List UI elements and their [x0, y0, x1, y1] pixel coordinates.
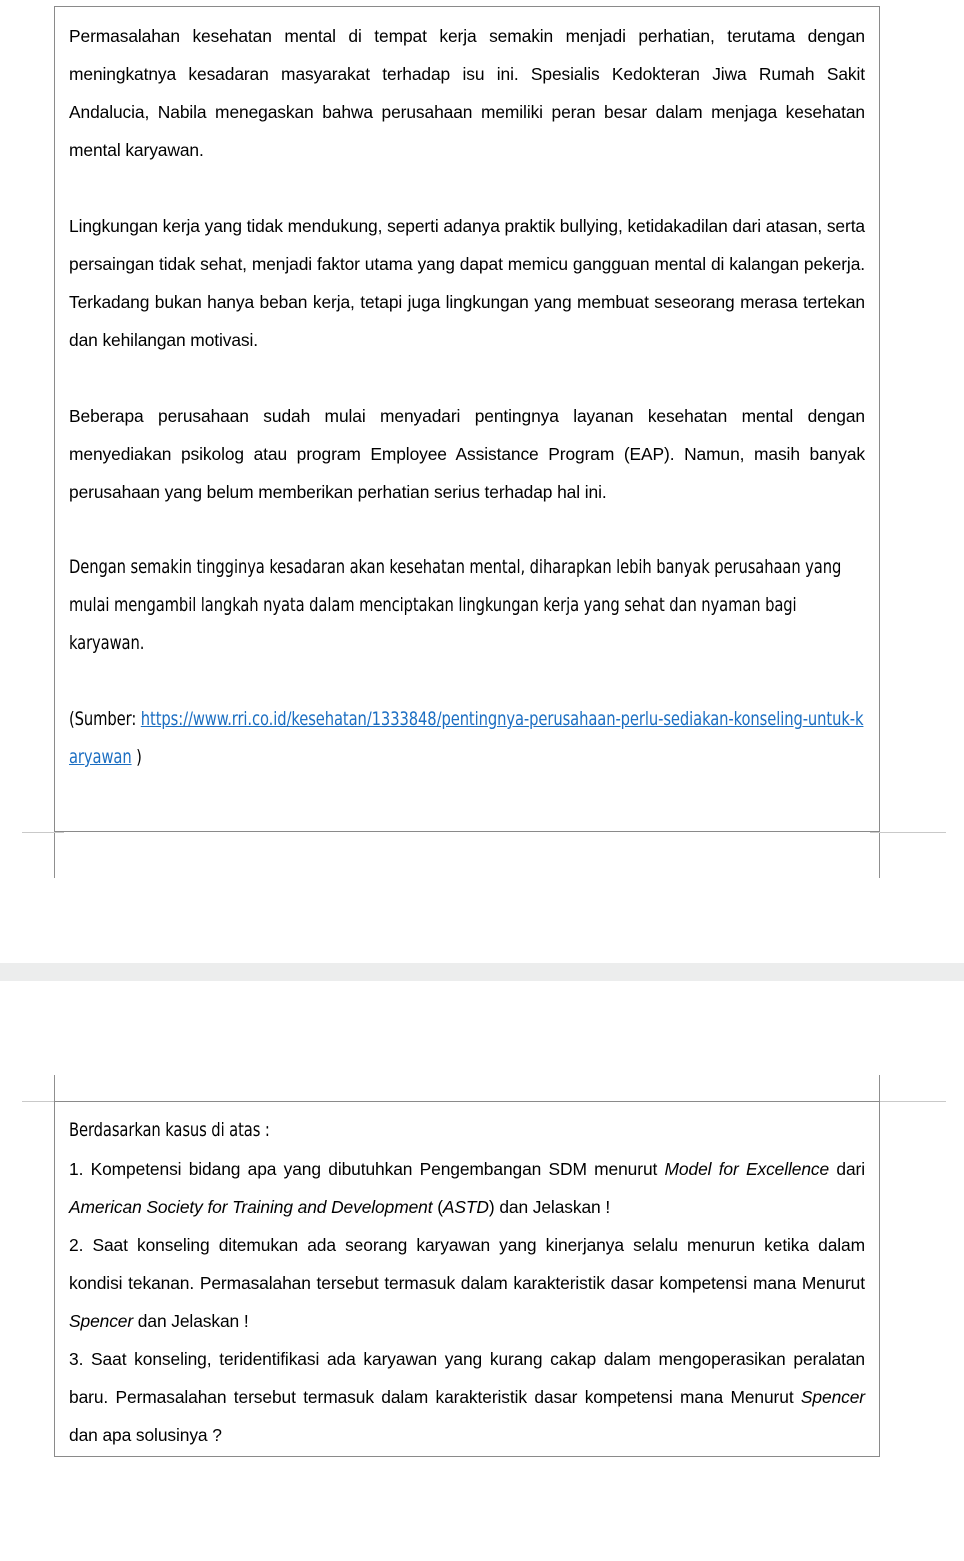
paragraph-spacer: [69, 169, 865, 207]
question-1-seg-1: Model for Excellence: [664, 1159, 830, 1179]
table-right-rule-page1: [879, 832, 880, 878]
source-suffix: ): [131, 747, 142, 768]
questions-intro: Berdasarkan kasus di atas :: [69, 1120, 270, 1141]
question-2-seg-0: Saat konseling ditemukan ada seorang karyawan yang kinerjanya selalu menurun ketika dalam kondisi tekanan. Permasalahan tersebut termasuk dalam karakteristik dasar kompetensi mana Menurut: [69, 1235, 865, 1293]
question-3-seg-2: dan apa solusinya ?: [69, 1425, 222, 1445]
question-2-seg-2: dan Jelaskan !: [133, 1311, 249, 1331]
question-1-seg-6: ) dan Jelaskan !: [488, 1197, 611, 1217]
article-paragraph-2: Lingkungan kerja yang tidak mendukung, seperti adanya praktik bullying, ketidakadilan dari atasan, serta persaingan tidak sehat, menjadi faktor utama yang dapat memicu gangguan mental di kalangan pekerja. Terkadang bukan hanya beban kerja, tetapi juga lingkungan yang membuat seseorang merasa tertekan dan kehilangan motivasi.: [69, 216, 865, 350]
page-break-gap: [0, 963, 964, 981]
question-1-seg-0: Kompetensi bidang apa yang dibutuhkan Pengembangan SDM menurut: [83, 1159, 665, 1179]
document-page-2: [0, 981, 964, 1561]
paragraph-spacer: [69, 511, 865, 549]
article-paragraph-1: Permasalahan kesehatan mental di tempat kerja semakin menjadi perhatian, terutama dengan meningkatnya kesadaran masyarakat terhadap isu ini. Spesialis Kedokteran Jiwa Rumah Sakit Andalucia, Nabila menegaskan bahwa perusahaan memiliki peran besar dalam menjaga kesehatan mental karyawan.: [69, 26, 865, 160]
table-left-rule-page1: [54, 832, 55, 878]
question-1-number: 1.: [69, 1159, 84, 1179]
question-1-seg-4: (: [432, 1197, 443, 1217]
article-paragraph-4: Dengan semakin tingginya kesadaran akan kesehatan mental, diharapkan lebih banyak perusahaan yang mulai mengambil langkah nyata dalam menciptakan lingkungan kerja yang sehat dan nyaman bagi karyawan.: [69, 557, 842, 654]
question-2-seg-1: Spencer: [69, 1311, 134, 1331]
frame-rule-left-page1: [22, 832, 64, 833]
source-url-link[interactable]: https://www.rri.co.id/kesehatan/1333848/pentingnya-perusahaan-perlu-sediakan-konseling-untuk-karyawan: [69, 709, 864, 768]
question-3-seg-0: Saat konseling, teridentifikasi ada karyawan yang kurang cakap dalam mengoperasikan peralatan baru. Permasalahan tersebut termasuk dalam karakteristik dasar kompetensi mana Menurut: [69, 1349, 865, 1407]
question-1-seg-5: ASTD: [442, 1197, 489, 1217]
table-right-rule-page2-top: [879, 1075, 880, 1101]
source-prefix: (Sumber:: [69, 709, 141, 730]
paragraph-spacer: [69, 359, 865, 397]
article-paragraph-3: Beberapa perusahaan sudah mulai menyadari pentingnya layanan kesehatan mental dengan menyediakan psikolog atau program Employee Assistance Program (EAP). Namun, masih banyak perusahaan yang belum memberikan perhatian serius terhadap hal ini.: [69, 406, 865, 502]
article-source-line: [69, 701, 865, 777]
question-item-2: [69, 1226, 865, 1340]
table-left-rule-page2-top: [54, 1075, 55, 1101]
paragraph-spacer: [69, 663, 865, 701]
question-item-1: [69, 1150, 865, 1226]
question-3-number: 3.: [69, 1349, 84, 1369]
question-1-seg-2: dari: [829, 1159, 865, 1179]
question-2-number: 2.: [69, 1235, 84, 1255]
frame-rule-right-page1: [870, 832, 946, 833]
frame-rule-right-page2: [870, 1101, 946, 1102]
questions-table-cell: [54, 1101, 880, 1457]
question-item-3: [69, 1340, 865, 1454]
article-table-cell: [54, 6, 880, 832]
question-1-seg-3: American Society for Training and Development: [69, 1197, 433, 1217]
question-3-seg-1: Spencer: [800, 1387, 865, 1407]
